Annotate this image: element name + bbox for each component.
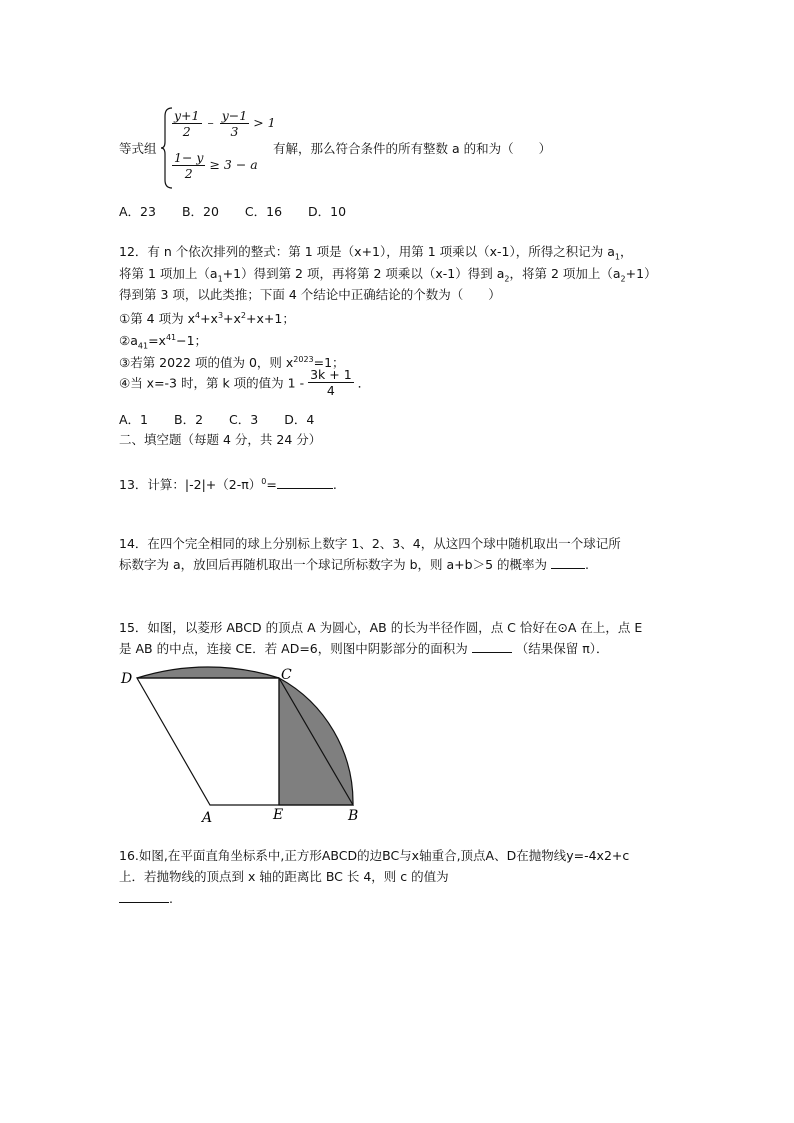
option: B．20 [181, 204, 219, 219]
option: D．4 [284, 412, 315, 427]
option: A．23 [119, 204, 156, 219]
q15-line2: 是 AB 的中点，连接 CE．若 AD=6，则图中阴影部分的面积为 （结果保留 π）． [119, 641, 609, 656]
rhombus-figure [112, 664, 372, 826]
answer-blank [277, 488, 333, 489]
shaded-segment-top [137, 667, 279, 678]
q11-row1: $\frac{y+1}{2}$ – $\frac{y-1}{3}$ > 1 [174, 108, 276, 139]
option: C．16 [244, 204, 283, 219]
q11-prefix: 等式组 [119, 141, 157, 156]
label-a: A [202, 810, 213, 826]
option: C．3 [229, 412, 259, 427]
q11-options [119, 203, 368, 221]
label-e: E [273, 807, 284, 823]
label-c: C [281, 667, 292, 683]
q12-statement-1: ①第 4 项为 $x^4+x^3+x^2+x+1$； [119, 311, 295, 327]
q12-statement-2: $②a_{41}=x^{41}-1$； [119, 333, 208, 351]
option: A．1 [119, 412, 149, 427]
fraction: $\frac{y-1}{3}$ [221, 108, 248, 139]
q16-line3: . [119, 890, 173, 908]
q12-statement-3: ③若第 2022 项的值为 0，则 $x^{2023}=1$； [119, 355, 345, 371]
q16-line2: 上．若抛物线的顶点到 x 轴的距离比 BC 长 4，则 c 的值为 [119, 869, 449, 884]
q13: 13．计算：$|-2|+(2-\pi)^0=$ . [119, 477, 337, 493]
fraction: $\frac{3k + 1}{4}$ [310, 367, 352, 398]
q15-line1: 15．如图，以菱形 ABCD 的顶点 A 为圆心，AB 的长为半径作圆，点 C 恰好在⊙A 在上，点 E [119, 620, 643, 635]
fraction: $\frac{1- y}{2}$ [174, 150, 204, 181]
label-b: B [348, 808, 359, 824]
q14-line1: 14．在四个完全相同的球上分别标上数字 1、2、3、4，从这四个球中随机取出一个球记所 [119, 536, 621, 551]
q11-suffix: 有解，那么符合条件的所有整数 a 的和为（ ） [273, 141, 552, 156]
answer-blank [551, 568, 585, 569]
q12-line3: 得到第 3 项，以此类推；下面 4 个结论中正确结论的个数为（ ） [119, 287, 501, 302]
answer-blank [472, 652, 512, 653]
q16-line1: 16.如图,在平面直角坐标系中,正方形ABCD的边BC与x轴重合,顶点A、D在抛物线y=-4x2+c [119, 848, 630, 863]
option: D．10 [308, 204, 347, 219]
section-heading: 二、填空题（每题 4 分，共 24 分） [119, 432, 322, 447]
q11-row2: $\frac{1- y}{2}$ ≥ 3 − a [174, 150, 258, 181]
q14-line2: 标数字为 a，放回后再随机取出一个球记所标数字为 b，则 a+b＞5 的概率为 . [119, 557, 589, 572]
label-d: D [121, 671, 133, 687]
answer-blank [119, 902, 169, 903]
option: B．2 [174, 412, 204, 427]
fraction: $\frac{y+1}{2}$ [174, 108, 200, 139]
q12-statement-4: ④当 x=-3 时，第 k 项的值为 1 - $\frac{3k + 1}{4}$ ． [119, 367, 371, 398]
q12-options [119, 411, 336, 429]
q12-line1: 12．有 n 个依次排列的整式：第 1 项是（x+1），用第 1 项乘以（x-1），所得之积记为 $a_1$， [119, 244, 633, 262]
q12-line2: 将第 1 项加上$(a_1+1)$得到第 2 项，再将第 2 项乘以（x-1）得到 $a_2$，将第 2 项加上$(a_2+1)$ [119, 266, 657, 284]
